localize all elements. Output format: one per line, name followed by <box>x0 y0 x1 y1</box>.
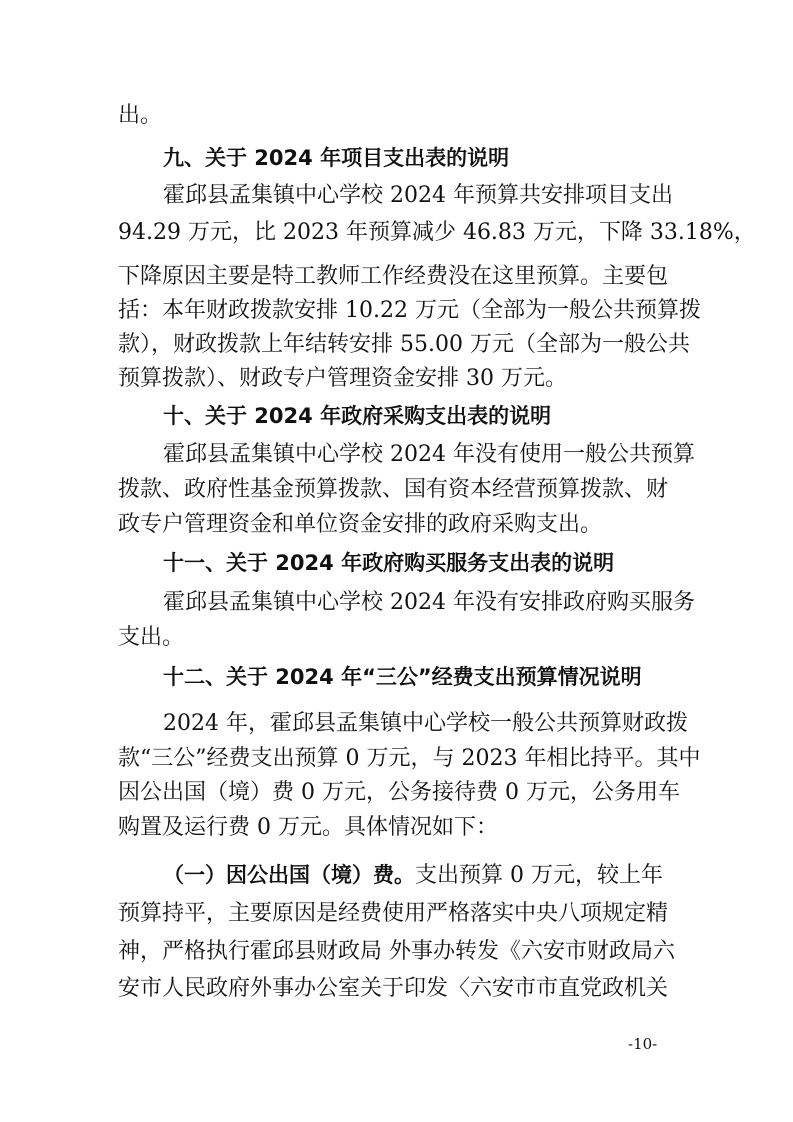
body-text-line: 款），财政拨款上年结转安排 55.00 万元（全部为一般公共 <box>118 332 690 357</box>
body-text-line: 安市人民政府外事办公室关于印发〈六安市市直党政机关 <box>118 976 669 1001</box>
subsection-paragraph-line <box>163 860 663 891</box>
section-heading-9: 九、关于 2024 年项目支出表的说明 <box>163 146 510 170</box>
body-text-line: 94.29 万元，比 2023 年预算减少 46.83 万元，下降 33.18%， <box>118 220 756 245</box>
section-heading-10: 十、关于 2024 年政府采购支出表的说明 <box>163 404 552 428</box>
body-text-line: 款“三公”经费支出预算 0 万元，与 2023 年相比持平。其中 <box>118 746 701 771</box>
body-text-line: 预算持平，主要原因是经费使用严格落实中央八项规定精 <box>118 901 669 926</box>
body-text-line: 霍邱县孟集镇中心学校 2024 年预算共安排项目支出 <box>163 183 673 208</box>
body-text-line: 下降原因主要是特工教师工作经费没在这里预算。主要包 <box>118 264 669 289</box>
section-heading-12: 十二、关于 2024 年“三公”经费支出预算情况说明 <box>163 665 642 689</box>
body-text-span: 支出预算 0 万元，较上年 <box>415 863 663 888</box>
body-text-line: 政专户管理资金和单位资金安排的政府采购支出。 <box>118 512 603 537</box>
section-heading-11: 十一、关于 2024 年政府购买服务支出表的说明 <box>163 551 615 575</box>
body-text-line: 神，严格执行霍邱县财政局 外事办转发《六安市财政局六 <box>118 939 675 964</box>
page-number: -10- <box>628 1035 658 1053</box>
body-text-line: 霍邱县孟集镇中心学校 2024 年没有使用一般公共预算 <box>163 442 695 467</box>
body-text-line: 出。 <box>118 103 163 128</box>
body-text-line: 拨款、政府性基金预算拨款、国有资本经营预算拨款、财 <box>118 477 669 502</box>
body-text-line: 预算拨款）、财政专户管理资金安排 30 万元。 <box>118 366 567 391</box>
body-text-line: 2024 年，霍邱县孟集镇中心学校一般公共预算财政拨 <box>163 711 688 736</box>
body-text-line: 支出。 <box>118 625 185 650</box>
body-text-line: 括：本年财政拨款安排 10.22 万元（全部为一般公共预算拨 <box>118 298 701 323</box>
subsection-heading-overseas-travel: （一）因公出国（境）费。 <box>163 863 415 887</box>
body-text-line: 购置及运行费 0 万元。具体情况如下： <box>118 815 498 840</box>
body-text-line: 霍邱县孟集镇中心学校 2024 年没有安排政府购买服务 <box>163 590 695 615</box>
body-text-line: 因公出国（境）费 0 万元，公务接待费 0 万元，公务用车 <box>118 780 680 805</box>
